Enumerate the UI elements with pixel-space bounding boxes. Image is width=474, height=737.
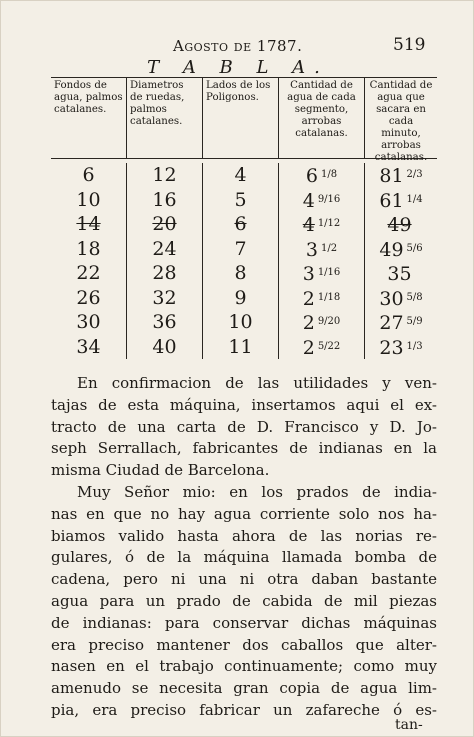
running-header bbox=[1, 35, 474, 59]
cell-diametro bbox=[127, 310, 203, 335]
cell-fondo-value: 18 bbox=[76, 237, 101, 260]
cell-minuto-value: 81 bbox=[379, 165, 404, 187]
cell-fondo-value: 34 bbox=[76, 335, 101, 358]
cell-cantidad-fraction: 1/18 bbox=[317, 291, 341, 303]
text-line: misma Ciudad de Barcelona. bbox=[51, 461, 270, 480]
cell-cantidad-fraction: 1/2 bbox=[321, 242, 338, 254]
cell-lados-value: 5 bbox=[234, 188, 247, 211]
paragraph-carta bbox=[51, 482, 437, 722]
cell-lados-value: 10 bbox=[228, 311, 253, 333]
cell-minuto-fraction: 5/9 bbox=[406, 316, 423, 327]
cell-diametro-value: 24 bbox=[152, 237, 177, 260]
cell-cantidad-fraction: 9/20 bbox=[317, 316, 341, 327]
text-line: seph Serrallach, fabricantes de indianas en la bbox=[51, 439, 437, 458]
cell-minuto bbox=[365, 237, 437, 262]
cell-diametro-value: 28 bbox=[152, 262, 177, 284]
text-line: gulares, ó de la máquina llamada bomba de bbox=[51, 548, 437, 567]
text-line: amenudo se necesita gran copia de agua lim- bbox=[51, 679, 437, 698]
cell-cantidad bbox=[279, 286, 365, 311]
cell-fondo bbox=[51, 237, 127, 262]
cell-lados-value: 7 bbox=[234, 237, 247, 260]
cell-cantidad-value: 2 bbox=[302, 287, 315, 310]
cell-lados bbox=[203, 188, 279, 213]
cell-cantidad bbox=[279, 261, 365, 286]
cell-cantidad bbox=[279, 163, 365, 188]
table-row bbox=[51, 237, 437, 262]
header-cantidad-minuto: Cantidad de agua que sacara en cada minuto, arrobas catalanas. bbox=[369, 80, 433, 163]
cell-minuto bbox=[365, 261, 437, 286]
cell-diametro bbox=[127, 237, 203, 262]
cell-cantidad bbox=[279, 237, 365, 262]
table-row bbox=[51, 286, 437, 311]
cell-fondo-value: 10 bbox=[76, 188, 101, 211]
cell-cantidad bbox=[279, 188, 365, 213]
catchword: tan- bbox=[395, 717, 423, 733]
table-row bbox=[51, 310, 437, 335]
cell-diametro-value: 16 bbox=[152, 188, 177, 211]
header-date: Agosto de 1787. bbox=[173, 37, 303, 55]
text-line: nas en que no hay agua corriente solo nos ha- bbox=[51, 504, 437, 523]
cell-lados-value: 11 bbox=[228, 335, 253, 358]
table-title: T A B L A. bbox=[147, 57, 329, 78]
cell-cantidad-value: 3 bbox=[302, 263, 315, 285]
cell-lados bbox=[203, 310, 279, 335]
text-line: pia, era preciso fabricar un zafareche ó es- bbox=[51, 700, 437, 719]
cell-minuto bbox=[365, 286, 437, 311]
cell-lados-value: 8 bbox=[234, 262, 247, 284]
cell-minuto-value: 49 bbox=[379, 238, 404, 261]
header-cantidad-segmento: Cantidad de agua de cada segmento, arrobas catalanas. bbox=[279, 78, 365, 158]
table-row bbox=[51, 261, 437, 286]
header-fondos: Fondos de agua, palmos catalanes. bbox=[51, 78, 127, 158]
cell-minuto-fraction: 5/8 bbox=[406, 291, 423, 303]
cell-lados bbox=[203, 237, 279, 262]
cell-cantidad bbox=[279, 310, 365, 335]
cell-fondo bbox=[51, 188, 127, 213]
cell-lados-value: 6 bbox=[234, 213, 247, 235]
cell-cantidad-value: 6 bbox=[305, 165, 318, 187]
cell-diametro bbox=[127, 163, 203, 188]
cell-diametro bbox=[127, 335, 203, 360]
cell-fondo bbox=[51, 310, 127, 335]
table-header bbox=[51, 77, 437, 163]
cell-diametro-value: 12 bbox=[152, 164, 177, 186]
cell-lados bbox=[203, 335, 279, 360]
data-table bbox=[51, 77, 437, 359]
cell-diametro-value: 40 bbox=[152, 335, 177, 358]
cell-minuto bbox=[365, 310, 437, 335]
cell-minuto-fraction: 2/3 bbox=[406, 169, 423, 180]
header-lados: Lados de los Poligonos. bbox=[203, 78, 279, 158]
cell-lados bbox=[203, 261, 279, 286]
cell-cantidad-value: 4 bbox=[302, 189, 315, 212]
text-line: nasen en el trabajo continuamente; como muy bbox=[51, 657, 437, 676]
cell-cantidad bbox=[279, 335, 365, 360]
cell-fondo bbox=[51, 163, 127, 188]
table-body bbox=[51, 163, 437, 359]
cell-fondo-value: 22 bbox=[76, 262, 101, 284]
cell-diametro bbox=[127, 261, 203, 286]
cell-minuto-value: 27 bbox=[379, 312, 404, 334]
cell-cantidad-fraction: 1/8 bbox=[321, 169, 338, 180]
text-line: de indianas: para conservar dichas máquinas bbox=[51, 613, 437, 632]
table-row bbox=[51, 163, 437, 188]
table-row bbox=[51, 335, 437, 360]
cell-minuto-fraction: 1/3 bbox=[406, 340, 423, 352]
body-text bbox=[51, 373, 437, 722]
cell-lados bbox=[203, 212, 279, 237]
cell-minuto-value: 30 bbox=[379, 287, 404, 310]
cell-lados bbox=[203, 163, 279, 188]
cell-cantidad-value: 4 bbox=[302, 214, 315, 236]
page-number: 519 bbox=[393, 35, 426, 55]
cell-lados-value: 9 bbox=[234, 286, 247, 309]
cell-minuto bbox=[365, 335, 437, 360]
cell-fondo bbox=[51, 335, 127, 360]
text-line: Muy Señor mio: en los prados de india- bbox=[77, 482, 437, 501]
cell-cantidad-value: 3 bbox=[305, 238, 318, 261]
text-line: tracto de una carta de D. Francisco y D. Jo- bbox=[51, 417, 437, 436]
cell-diametro-value: 20 bbox=[152, 213, 177, 235]
cell-diametro-value: 32 bbox=[152, 286, 177, 309]
cell-minuto bbox=[365, 163, 437, 188]
cell-minuto-fraction: 1/4 bbox=[406, 193, 423, 205]
cell-minuto-value: 61 bbox=[379, 189, 404, 212]
cell-fondo bbox=[51, 261, 127, 286]
cell-cantidad-value: 2 bbox=[302, 312, 315, 334]
text-line: biamos valido hasta ahora de las norias re- bbox=[51, 526, 437, 545]
cell-minuto bbox=[365, 212, 437, 237]
cell-diametro-value: 36 bbox=[152, 311, 177, 333]
cell-cantidad-fraction: 1/12 bbox=[317, 218, 341, 229]
cell-minuto-value: 49 bbox=[387, 214, 412, 236]
cell-diametro bbox=[127, 188, 203, 213]
cell-diametro bbox=[127, 212, 203, 237]
text-line: era preciso mantener dos caballos que alter- bbox=[51, 635, 437, 654]
cell-fondo-value: 14 bbox=[76, 213, 101, 235]
table-row bbox=[51, 212, 437, 237]
text-line: cadena, pero ni una ni otra daban bastante bbox=[51, 570, 437, 589]
cell-cantidad-fraction: 5/22 bbox=[317, 340, 341, 352]
cell-cantidad-fraction: 1/16 bbox=[317, 267, 341, 278]
cell-minuto-fraction: 5/6 bbox=[406, 242, 423, 254]
cell-cantidad bbox=[279, 212, 365, 237]
cell-fondo-value: 26 bbox=[76, 286, 101, 309]
cell-cantidad-fraction: 9/16 bbox=[317, 193, 341, 205]
cell-fondo bbox=[51, 286, 127, 311]
text-line: En confirmacion de las utilidades y ven- bbox=[77, 374, 437, 392]
text-line: agua para un prado de cabida de mil piezas bbox=[51, 591, 437, 610]
cell-fondo-value: 30 bbox=[76, 311, 101, 333]
header-diametros: Diametros de ruedas, palmos catalanes. bbox=[127, 78, 203, 158]
table-row bbox=[51, 188, 437, 213]
cell-cantidad-value: 2 bbox=[302, 336, 315, 359]
text-line: tajas de esta máquina, insertamos aqui el ex- bbox=[51, 395, 437, 414]
cell-minuto bbox=[365, 188, 437, 213]
paragraph-confirmacion bbox=[51, 373, 437, 482]
cell-lados bbox=[203, 286, 279, 311]
cell-minuto-value: 35 bbox=[387, 263, 412, 285]
cell-fondo bbox=[51, 212, 127, 237]
cell-fondo-value: 6 bbox=[82, 164, 95, 186]
cell-minuto-value: 23 bbox=[379, 336, 404, 359]
cell-diametro bbox=[127, 286, 203, 311]
cell-lados-value: 4 bbox=[234, 164, 247, 186]
